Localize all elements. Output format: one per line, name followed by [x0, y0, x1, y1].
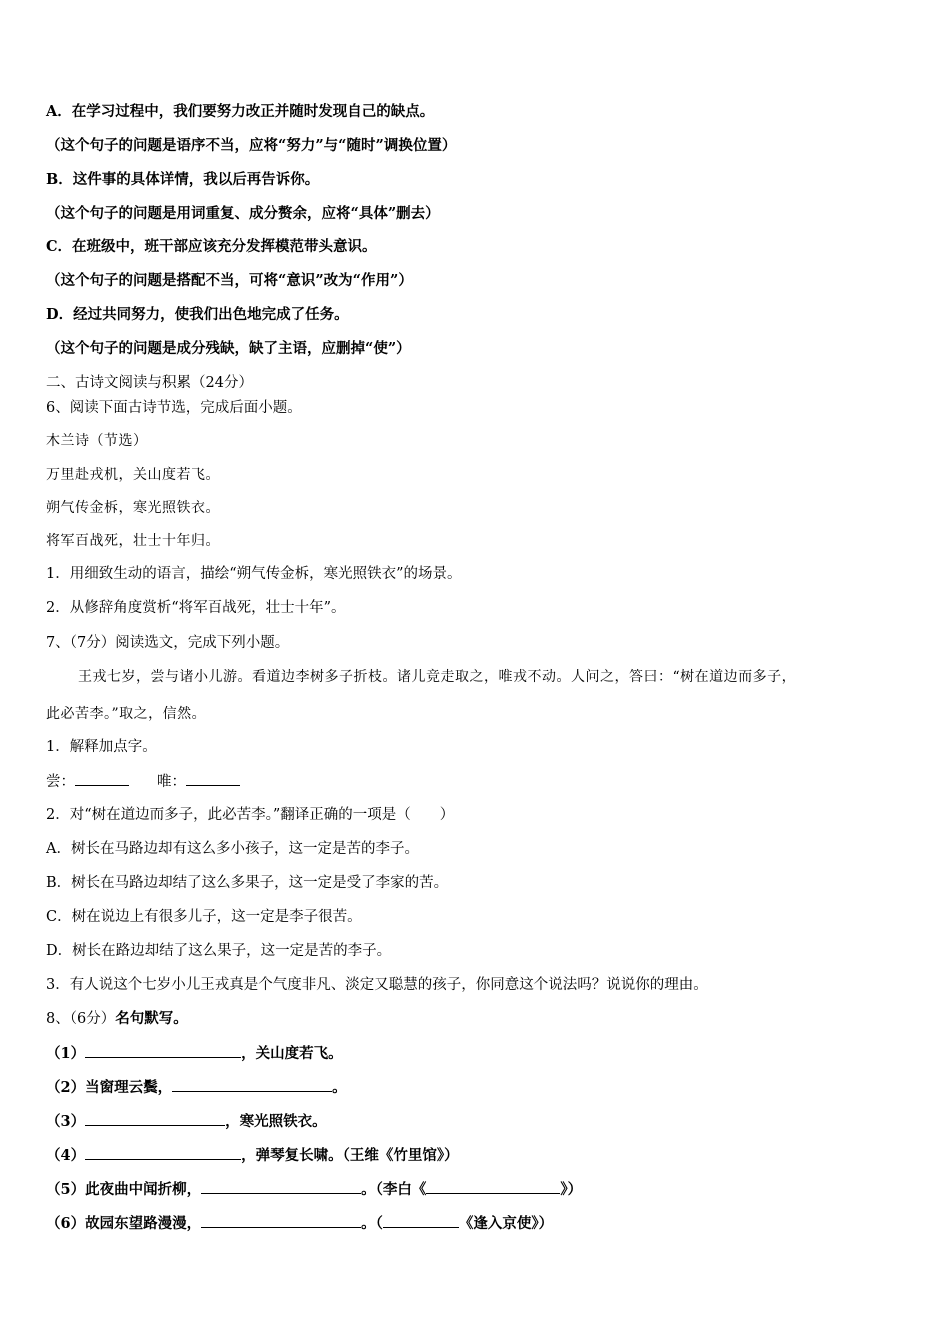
q8-item-5 [46, 1179, 582, 1200]
q7-sub-1: 1．解释加点字。 [46, 739, 157, 755]
q5-option-d-note: （这个句子的问题是成分残缺，缺了主语，应删掉“使”） [46, 340, 411, 357]
q8-item-2-end: 。 [332, 1079, 347, 1096]
q8-number: 8、（6分） [46, 1011, 116, 1027]
q8-item-1 [46, 1043, 343, 1064]
poem-line-2: 朔气传金柝，寒光照铁衣。 [46, 500, 220, 516]
word-wei-blank[interactable] [186, 771, 240, 786]
section-2-heading: 二、古诗文阅读与积累（24分） [46, 375, 253, 391]
q7-option-d: D．树长在路边却结了这么果子，这一定是苦的李子。 [46, 943, 392, 959]
q5-option-a: A．在学习过程中，我们要努力改正并随时发现自己的缺点。 [46, 103, 435, 120]
q8-item-5-title-blank[interactable] [426, 1179, 560, 1194]
q8-item-5-source: 。（李白《 [361, 1181, 427, 1198]
q6-prompt: 6、阅读下面古诗节选，完成后面小题。 [46, 400, 302, 416]
q7-passage-line-2: 此必苦李。”取之，信然。 [46, 706, 207, 722]
poem-line-3: 将军百战死，壮士十年归。 [46, 533, 220, 549]
q6-sub-2: 2．从修辞角度赏析“将军百战死，壮士十年”。 [46, 600, 346, 616]
q5-option-c-note: （这个句子的问题是搭配不当，可将“意识”改为“作用”） [46, 272, 413, 289]
q8-item-5-blank[interactable] [201, 1179, 361, 1194]
q7-sub-2: 2．对“树在道边而多子，此必苦李。”翻译正确的一项是（ ） [46, 807, 455, 823]
q7-passage-line-1: 王戎七岁，尝与诸小儿游。看道边李树多子折枝。诸儿竞走取之，唯戎不动。人问之，答曰：“树在道边而多子， [78, 669, 797, 685]
q8-item-5-text: （5）此夜曲中闻折柳， [46, 1181, 202, 1198]
q8-item-2 [46, 1077, 347, 1098]
q5-option-b: B．这件事的具体详情，我以后再告诉你。 [46, 171, 320, 188]
q8-item-1-blank[interactable] [85, 1043, 241, 1058]
poem-title: 木兰诗（节选） [46, 433, 148, 449]
word-wei-label: 唯： [157, 774, 186, 790]
word-chang-label: 尝： [46, 774, 75, 790]
q5-option-d: D．经过共同努力，使我们出色地完成了任务。 [46, 306, 349, 323]
q8-title: 名句默写。 [115, 1010, 188, 1027]
q7-prompt: 7、（7分）阅读选文，完成下列小题。 [46, 635, 290, 651]
q6-sub-1: 1．用细致生动的语言，描绘“朔气传金柝，寒光照铁衣”的场景。 [46, 566, 462, 582]
q8-item-6-text: （6）故园东望路漫漫， [46, 1215, 202, 1232]
q7-option-b: B．树长在马路边却结了这么多果子，这一定是受了李家的苦。 [46, 875, 449, 891]
q8-item-2-text: （2）当窗理云鬓， [46, 1079, 173, 1096]
q7-option-c: C．树在说边上有很多儿子，这一定是李子很苦。 [46, 909, 362, 925]
q7-option-a: A．树长在马路边却有这么多小孩子，这一定是苦的李子。 [46, 841, 419, 857]
q8-item-4-text: ，弹琴复长啸。（王维《竹里馆》） [241, 1147, 459, 1164]
q8-item-6 [46, 1213, 553, 1234]
q8-item-3-text: ，寒光照铁衣。 [225, 1113, 327, 1130]
q7-word-fill-row [46, 771, 240, 792]
q8-item-6-end: 《逢入京使》） [458, 1215, 554, 1232]
q8-item-1-text: ，关山度若飞。 [241, 1045, 343, 1062]
q8-item-3-blank[interactable] [85, 1111, 225, 1126]
q8-item-1-number: （1） [46, 1045, 86, 1062]
poem-line-1: 万里赴戎机，关山度若飞。 [46, 467, 220, 483]
q8-item-2-blank[interactable] [172, 1077, 332, 1092]
q8-item-5-end: 》） [560, 1181, 583, 1198]
q8-item-3-number: （3） [46, 1113, 86, 1130]
q8-prompt [46, 1009, 188, 1029]
q8-item-4 [46, 1145, 459, 1166]
q5-option-c: C．在班级中，班干部应该充分发挥模范带头意识。 [46, 238, 377, 255]
q8-item-6-blank[interactable] [201, 1213, 361, 1228]
q8-item-6-source: 。（ [361, 1215, 383, 1232]
q8-item-4-blank[interactable] [85, 1145, 241, 1160]
q7-sub-3: 3．有人说这个七岁小儿王戎真是个气度非凡、淡定又聪慧的孩子，你同意这个说法吗？说说你的理由。 [46, 977, 708, 993]
q5-option-a-note: （这个句子的问题是语序不当，应将“努力”与“随时”调换位置） [46, 137, 457, 154]
q8-item-4-number: （4） [46, 1147, 86, 1164]
q5-option-b-note: （这个句子的问题是用词重复、成分赘余，应将“具体”删去） [46, 205, 440, 222]
word-chang-blank[interactable] [75, 771, 129, 786]
q8-item-6-author-blank[interactable] [383, 1213, 459, 1228]
q8-item-3 [46, 1111, 327, 1132]
